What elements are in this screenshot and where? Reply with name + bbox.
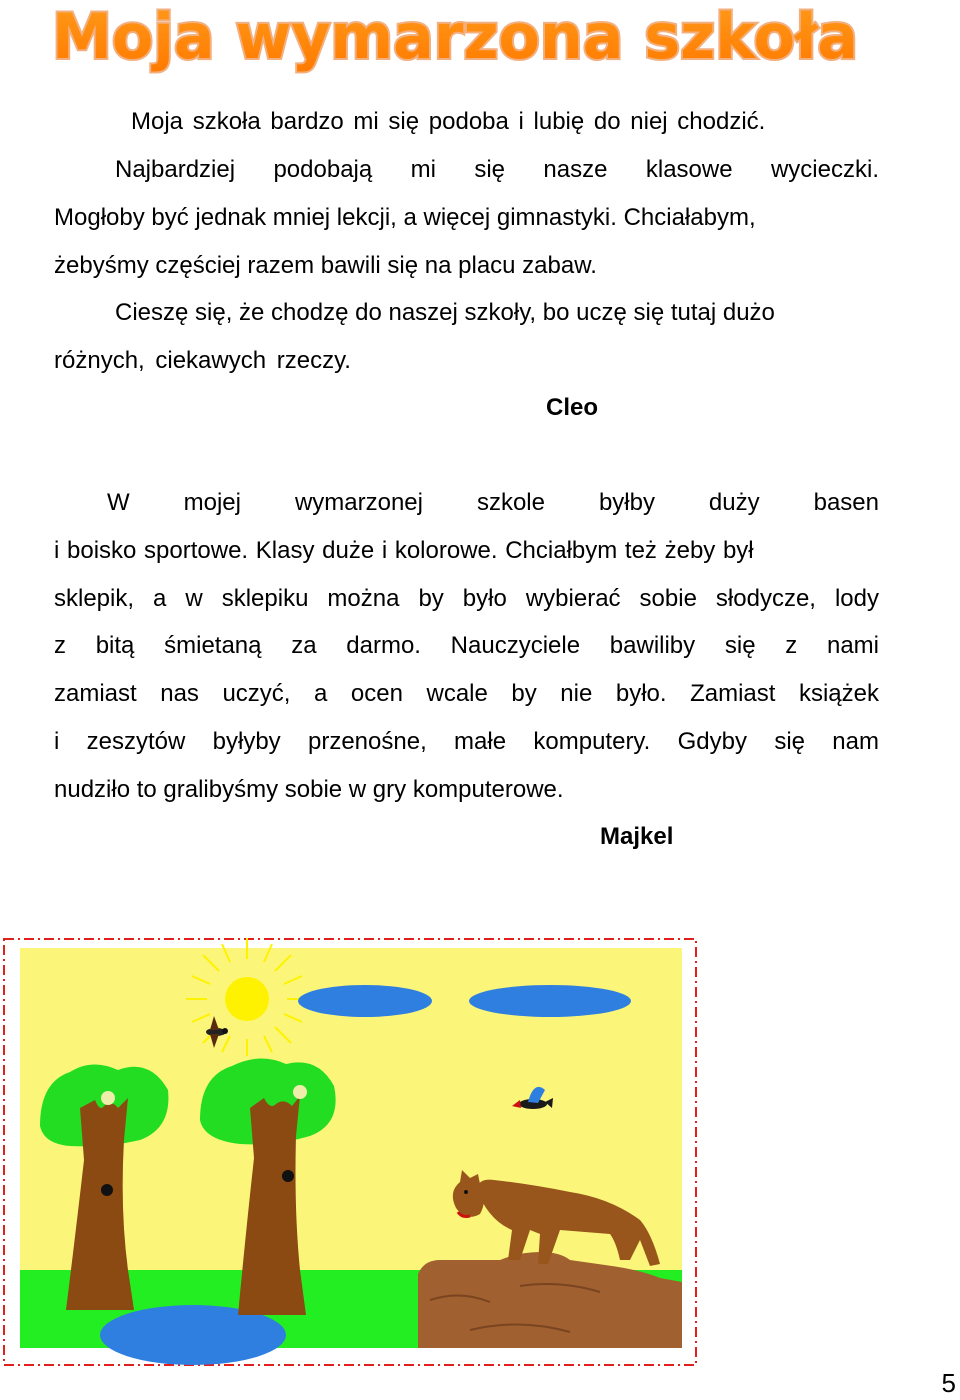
essay1-line-2: Najbardziej podobają mi się nasze klasowe wycieczki.: [115, 156, 879, 183]
essay1-line-5: Cieszę się, że chodzę do naszej szkoły, bo uczę się tutaj dużo: [115, 299, 775, 326]
essay1-line-6: różnych, ciekawych rzeczy.: [54, 347, 351, 374]
essay2-line-2: i boisko sportowe. Klasy duże i kolorowe. Chciałbym też żeby był: [54, 537, 754, 564]
essay2-line-3: sklepik, a w sklepiku można by było wybierać sobie słodycze, lody: [54, 585, 879, 612]
child-drawing-illustration: [0, 930, 720, 1370]
essay2-author: Majkel: [600, 823, 674, 850]
cloud-2: [469, 985, 631, 1017]
essay1-author: Cleo: [546, 394, 599, 421]
essay2-line-6: i zeszytów byłyby przenośne, małe komputery. Gdyby się nam: [54, 728, 879, 755]
page-title-text: Moja wymarzona szkoła: [52, 2, 858, 73]
essay2-line-4: z bitą śmietaną za darmo. Nauczyciele bawiliby się z nami: [54, 632, 879, 659]
essay2-line-5: zamiast nas uczyć, a ocen wcale by nie było. Zamiast książek: [54, 680, 879, 707]
cloud-1: [298, 985, 432, 1017]
page-title: [52, 2, 872, 74]
essay2-line-1: W mojej wymarzonej szkole byłby duży basen: [107, 489, 879, 516]
page-number: 5: [941, 1368, 956, 1398]
essay2-line-7: nudziło to gralibyśmy sobie w gry komputerowe.: [54, 776, 564, 803]
essay1-line-1: Moja szkoła bardzo mi się podoba i lubię do niej chodzić.: [131, 108, 766, 135]
essay1-line-4: żebyśmy częściej razem bawili się na placu zabaw.: [54, 252, 597, 279]
essay1-line-3: Mogłoby być jednak mniej lekcji, a więcej gimnastyki. Chciałabym,: [54, 204, 756, 231]
